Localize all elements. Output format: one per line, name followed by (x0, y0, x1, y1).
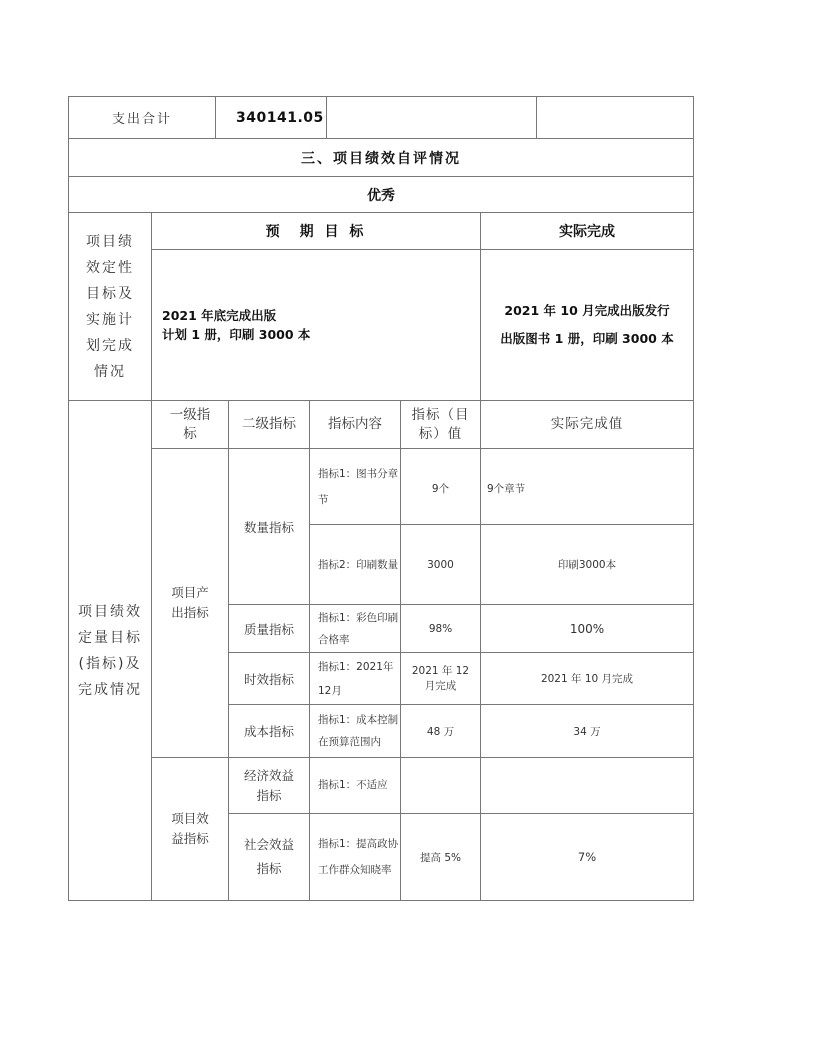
quantitative-label: 项目绩效定量目标(指标)及完成情况 (78, 603, 142, 698)
level1-benefit: 项目效益指标 (171, 811, 209, 846)
actual-text: 2021 年 10 月完成出版发行 出版图书 1 册，印刷 3000 本 (500, 303, 674, 346)
row-social-actual: 7% (577, 850, 597, 864)
row-social-actual-cell (480, 813, 694, 901)
row-print-actual-cell (480, 524, 694, 605)
row-cost-actual-cell (480, 704, 694, 758)
row-print-content-cell (309, 524, 401, 605)
level1-output: 项目产出指标 (171, 585, 209, 620)
row-quality-target: 98% (428, 622, 453, 635)
row-economic-content: 指标1：不适应 (318, 779, 388, 791)
row-social-target: 提高 5% (420, 851, 461, 864)
row-print-actual: 印刷3000本 (557, 559, 617, 571)
row-economic-actual-cell (480, 757, 694, 814)
row-cost-target-cell (400, 704, 481, 758)
actual-header: 实际完成 (559, 224, 615, 240)
level1-output-cell (151, 448, 229, 758)
row-chapters-content-cell (309, 448, 401, 525)
header-target: 指标（目标）值 (411, 406, 470, 442)
level2-quantity-cell (228, 448, 310, 605)
header-level2: 二级指标 (242, 416, 296, 432)
actual-text-cell (480, 249, 694, 401)
row-chapters-actual-cell (480, 448, 694, 525)
expected-text-cell (151, 249, 481, 401)
qualitative-label-cell (68, 212, 152, 401)
level2-quantity: 数量指标 (243, 519, 294, 535)
header-actual: 实际完成值 (550, 416, 624, 432)
level2-quality: 质量指标 (243, 621, 294, 637)
rating-cell (68, 176, 694, 213)
row-cost-actual: 34 万 (573, 725, 601, 738)
row-time-content-cell (309, 652, 401, 705)
expense-total-value: 340141.05 (236, 109, 324, 126)
row-time-actual: 2021 年 10 月完成 (540, 673, 634, 685)
row-time-content: 指标1：2021年12月 (318, 660, 394, 697)
row-quality-actual-cell (480, 604, 694, 653)
row-chapters-content: 指标1：图书分章节 (318, 467, 399, 506)
row-time-target-cell (400, 652, 481, 705)
expected-header-cell (151, 212, 481, 250)
level2-economic: 经济效益指标 (243, 767, 294, 803)
level2-cost: 成本指标 (243, 724, 294, 739)
row-quality-content: 指标1：彩色印刷合格率 (318, 611, 399, 646)
row-time-actual-cell (480, 652, 694, 705)
row-cost-content-cell (309, 704, 401, 758)
level2-timeliness-cell (228, 652, 310, 705)
header-content: 指标内容 (328, 416, 382, 432)
row-time-target: 2021 年 12 月完成 (411, 664, 470, 692)
level1-benefit-cell (151, 757, 229, 901)
expense-total-value-cell (215, 96, 327, 139)
level2-timeliness: 时效指标 (243, 671, 294, 687)
header-level1-cell (151, 400, 229, 449)
section-title-cell (68, 138, 694, 177)
row-quality-target-cell (400, 604, 481, 653)
row-social-target-cell (400, 813, 481, 901)
actual-header-cell (480, 212, 694, 250)
rating-value: 优秀 (367, 187, 395, 204)
row-quality-content-cell (309, 604, 401, 653)
section-title: 三、项目绩效自评情况 (301, 150, 461, 167)
level2-quality-cell (228, 604, 310, 653)
qualitative-label: 项目绩效定性目标及实施计划完成情况 (86, 233, 134, 380)
expense-total-label: 支出合计 (111, 112, 172, 127)
level2-economic-cell (228, 757, 310, 814)
header-level1: 一级指标 (169, 406, 211, 442)
row-print-content: 指标2：印刷数量 (318, 558, 399, 571)
header-level2-cell (228, 400, 310, 449)
header-content-cell (309, 400, 401, 449)
row-print-target-cell (400, 524, 481, 605)
level2-social: 社会效益指标 (243, 837, 294, 876)
expense-blank-cell-4 (536, 96, 694, 139)
level2-cost-cell (228, 704, 310, 758)
expected-header: 预 期 目 标 (265, 224, 367, 240)
row-quality-actual: 100% (569, 621, 605, 636)
row-cost-content: 指标1：成本控制在预算范围内 (318, 714, 399, 748)
row-economic-content-cell (309, 757, 401, 814)
row-chapters-target: 9个 (431, 483, 450, 495)
row-social-content: 指标1：提高政协工作群众知晓率 (318, 838, 399, 876)
row-cost-target: 48 万 (426, 725, 455, 738)
row-chapters-actual: 9个章节 (487, 483, 526, 495)
level2-social-cell (228, 813, 310, 901)
header-actual-cell (480, 400, 694, 449)
row-chapters-target-cell (400, 448, 481, 525)
quantitative-label-cell (68, 400, 152, 901)
expense-total-label-cell (68, 96, 216, 139)
expense-blank-cell-3 (326, 96, 537, 139)
row-print-target: 3000 (427, 558, 454, 571)
header-target-cell (400, 400, 481, 449)
expected-text: 2021 年底完成出版 计划 1 册，印刷 3000 本 (162, 308, 311, 342)
row-economic-target-cell (400, 757, 481, 814)
row-social-content-cell (309, 813, 401, 901)
